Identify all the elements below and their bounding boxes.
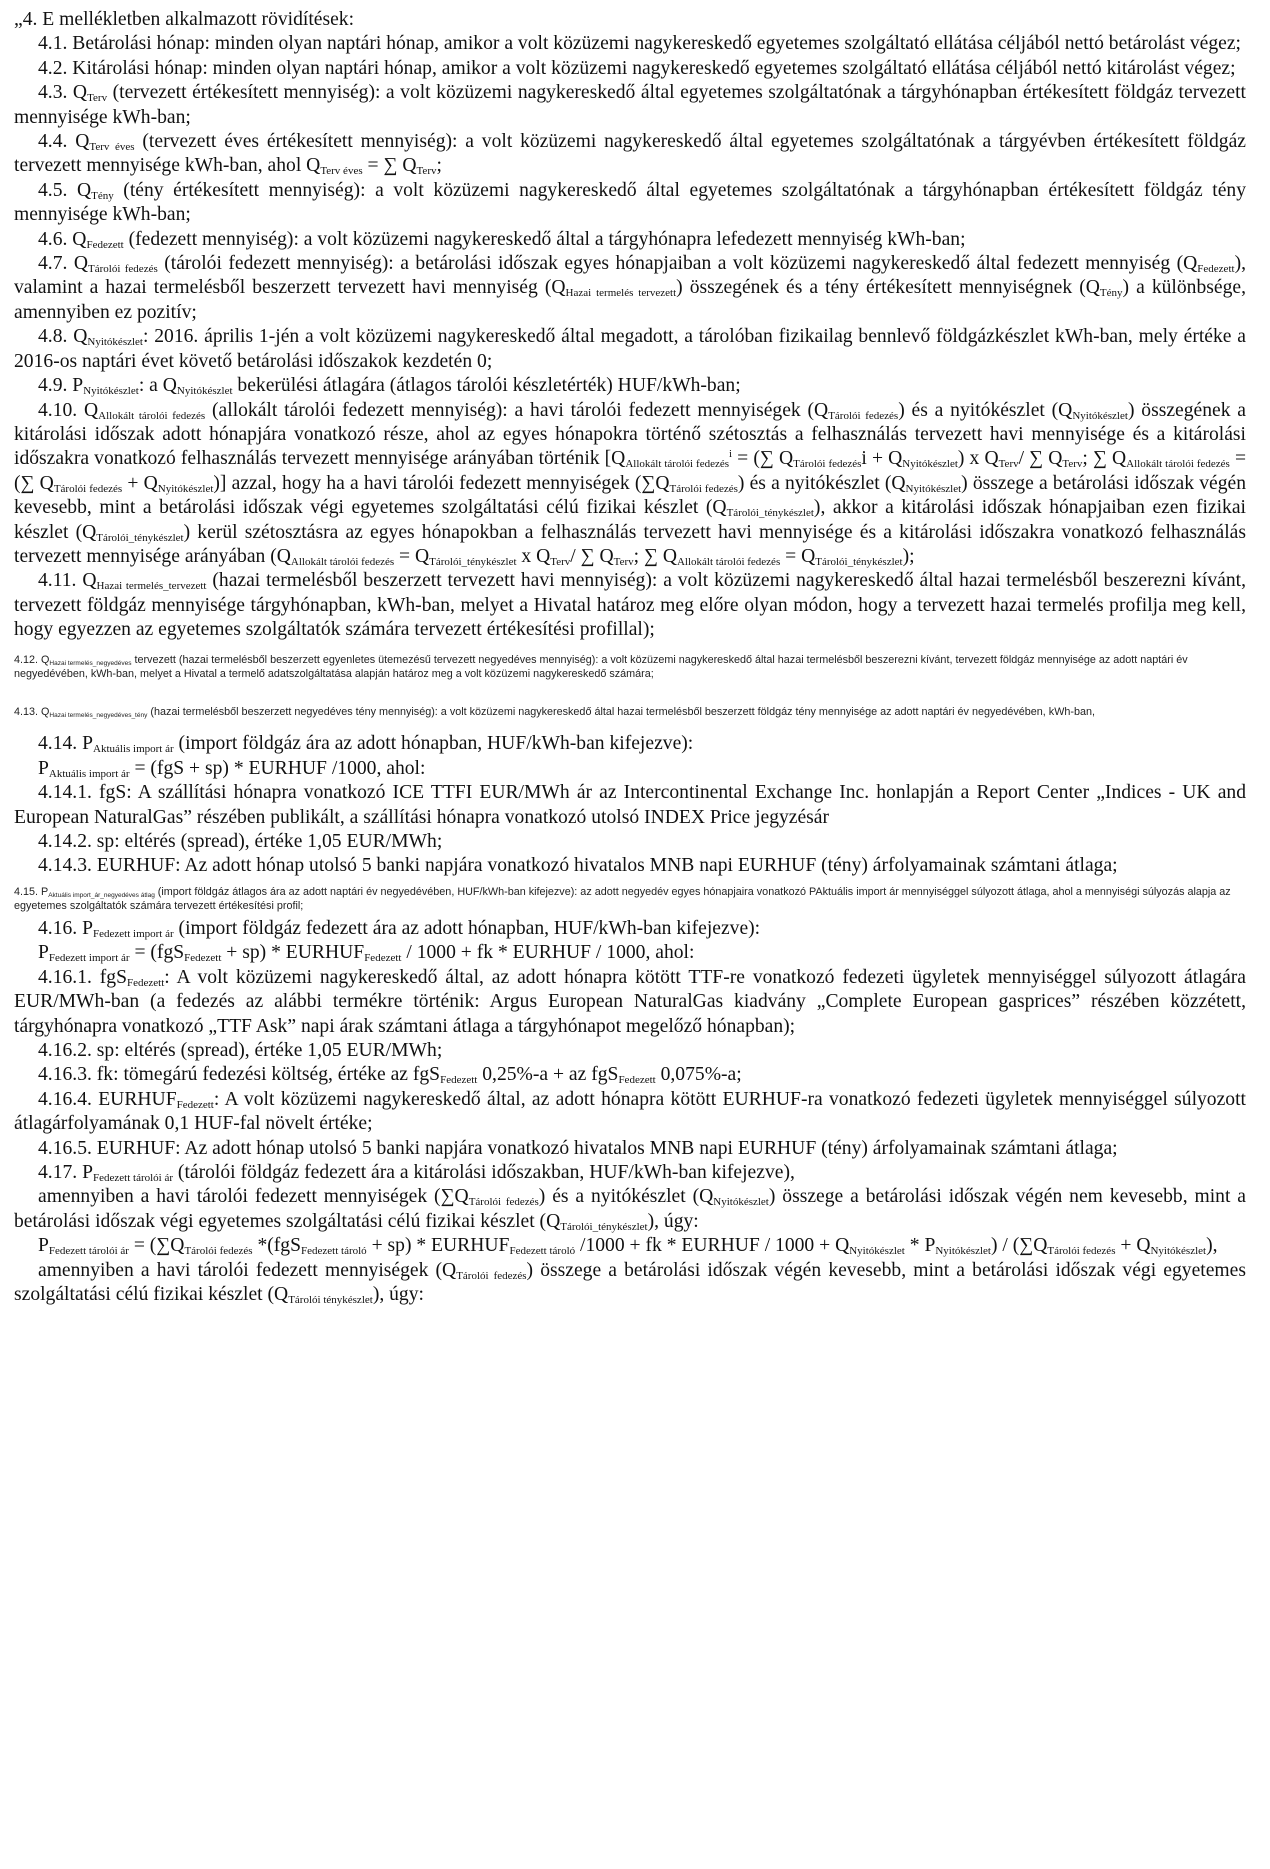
item-4-12: 4.12. $Q_{Hazai termelés\_negyedéves}$ tervezett (hazai termelésből beszerzett egyenletes ütemezésű tervezett negyedéves mennyiség): a volt közüzemi nagykereskedő által hazai termelésből beszerezni kívánt, tervezett földgáz mennyisége az adott naptári év negyedévében, kWh-ban, melyet a Hivatal a termelő adatszolgáltatása alapján határoz meg a volt közüzemi nagykereskedő számára; <box>14 653 1188 681</box>
item-4-17-condition-a: amennyiben a havi tárolói fedezett mennyiségek $(\sum Q_{Tárolói fedezés})$ és a nyitókészlet $(Q_{Nyitókészlet})$ összege a betárolási időszak végén nem kevesebb, mint a betárolási időszak végi egyetemes szolgáltatási célú fizikai készlet $(Q_{Tárolói\_ténykészlet})$, úgy: <box>14 1186 1246 1233</box>
document-page <box>14 8 1246 1307</box>
item-4-7: 4.7. $Q_{Tárolói fedezés}$ (tárolói fedezett mennyiség): a betárolási időszak egyes hónapjaiban a volt közüzemi nagykereskedő által fedezett mennyiség $(Q_{Fedezett})$, valamint a hazai termelésből beszerzett tervezett havi mennyiség $(Q_{Hazai termelés tervezett})$ összegének és a tény értékesített mennyiségnek $(Q_{Tény})$ a különbsége, amennyiben ez pozitív; <box>14 253 1246 323</box>
formula-4-14: $P_{Aktuális import ár} = (fgS + sp)$ * EURHUF /1000, ahol: <box>38 757 426 780</box>
item-4-16-4: 4.16.4. $EURHUF_{Fedezett}$: A volt közüzemi nagykereskedő által, az adott hónapra kötött EURHUF-ra vonatkozó fedezeti ügyletek mennyiséggel súlyozott átlagárfolyamának 0,1 HUF-fal növelt értéke; <box>14 1088 1246 1135</box>
item-4-10: 4.10. $Q_{Allokált tárolói fedezés}$ (allokált tárolói fedezett mennyiség): a havi tárolói fedezett mennyiségek $(Q_{Tárolói fedezés})$ és a nyitókészlet $(Q_{Nyitókészlet})$ összegének a kitárolási időszak adott hónapjára vonatkozó része, ahol az egyes hónapokra történő szétosztás a felhasználás tervezett havi mennyisége és a kitárolási időszakra vonatkozó felhasználás tervezett mennyisége arányában történik [$Q_{Allokált tárolói fedezés}^i$ = (∑ $Q_{Tárolói fedezés}i + Q_{Nyitókészlet}$) x $Q_{Terv}/$ ∑ $Q_{Terv}$; ∑ $Q_{Allokált tárolói fedezés}$ = (∑ $Q_{Tárolói fedezés} + Q_{Nyitókészlet}$)] azzal, hogy ha a havi tárolói fedezett mennyiségek $(\sum Q_{Tárolói fedezés})$ és a nyitókészlet $(Q_{Nyitókészlet})$ összege a betárolási időszak végén kevesebb, mint a betárolási időszak végi egyetemes szolgáltatási célú fizikai készlet $(Q_{Tárolói\_ténykészlet})$, akkor a kitárolási időszak hónapjaiban ezen fizikai készlet $(Q_{Tárolói\_ténykészlet})$ kerül szétosztásra az egyes hónapokban a felhasználás tervezett havi mennyisége és a kitárolási időszakra vonatkozó felhasználás tervezett mennyisége arányában ($Q_{Allokált tárolói fedezés} = Q_{Tárolói\_ténykészlet}$ x $Q_{Terv}/$ ∑ $Q_{Terv}$; ∑ $Q_{Allokált tárolói fedezés} = Q_{Tárolói\_ténykészlet}$); <box>14 399 1247 568</box>
item-4-16-5: 4.16.5. EURHUF: Az adott hónap utolsó 5 banki napjára vonatkozó hivatalos MNB napi EURHUF (tény) árfolyamainak számtani átlaga; <box>38 1137 1118 1159</box>
item-4-6: 4.6. $Q_{Fedezett}$ (fedezett mennyiség): a volt közüzemi nagykereskedő által a tárgyhónapra lefedezett mennyiség kWh-ban; <box>38 228 966 251</box>
item-4-1: 4.1. Betárolási hónap: minden olyan naptári hónap, amikor a volt közüzemi nagykereskedő egyetemes szolgáltató ellátása céljából nettó betárolást végez; <box>38 33 1241 55</box>
item-4-14-2: 4.14.2. sp: eltérés (spread), értéke 1,05 EUR/MWh; <box>38 830 443 852</box>
item-4-16-2: 4.16.2. sp: eltérés (spread), értéke 1,05 EUR/MWh; <box>38 1040 443 1061</box>
item-4-17-condition-b: amennyiben a havi tárolói fedezett mennyiségek $(Q_{Tárolói fedezés})$ összege a betárolási időszak végén kevesebb, mint a betárolási időszak végi egyetemes szolgáltatási célú fizikai készlet $(Q_{Tárolói ténykészlet})$, úgy: <box>14 1259 1246 1307</box>
item-4-16-3: 4.16.3. fk: tömegárú fedezési költség, értéke az fgS$_{Fedezett}$ 0,25%-a + az fgS$_{Fedezett}$ 0,075%-a; <box>38 1064 742 1087</box>
item-4-3: 4.3. $Q_{Terv}$ (tervezett értékesített mennyiség): a volt közüzemi nagykereskedő által egyetemes szolgáltatónak a tárgyhónapban értékesített földgáz tervezett mennyisége kWh-ban; <box>14 82 1246 128</box>
formula-4-17: $P_{Fedezett tárolói ár} = (\sum Q_{Tárolói fedezés}$ $*(fgS_{Fedezett tároló} + sp) * EURHUF_{Fedezett tároló}$ /1000 + fk * EURHUF / $1000 + Q_{Nyitókészlet} * P_{Nyitókészlet}) / (\sum Q_{Tárolói fedezés} + Q_{Nyitókészlet})$, <box>38 1235 1218 1258</box>
item-4-14-1: 4.14.1. fgS: A szállítási hónapra vonatkozó ICE TTFI EUR/MWh ár az Intercontinental Exchange Inc. honlapján a Report Center „Indices - UK and European NaturalGas” részében publikált, a szállítási hónapra vonatkozó utolsó INDEX Price jegyzésár <box>14 782 1246 828</box>
item-4-16-1: 4.16.1. fgS$_{Fedezett}$: A volt közüzemi nagykereskedő által, az adott hónapra kötött TTF-re vonatkozó fedezeti ügyletek mennyiséggel súlyozott átlagára EUR/MWh-ban (a fedezés az alábbi termékre történik: Argus European NaturalGas kiadvány „Complete European gasprices” részében közzétett, tárgyhónapra vonatkozó „TTF Ask” napi árak számtani átlaga a tárgyhónapot megelőző hónapban); <box>14 966 1246 1037</box>
spacer <box>14 719 1246 732</box>
formula-4-16: $P_{Fedezett import ár} = (fgS_{Fedezett} + sp)$ * $EURHUF_{Fedezett} / 1000$ + fk * EURHUF / 1000, ahol: <box>38 942 695 965</box>
item-4-16: 4.16. $P_{Fedezett import ár}$ (import földgáz fedezett ára az adott hónapban, HUF/kWh-ban kifejezve): <box>38 917 761 940</box>
item-4-5: 4.5. $Q_{Tény}$ (tény értékesített mennyiség): a volt közüzemi nagykereskedő által egyetemes szolgáltatónak a tárgyhónapban értékesített földgáz tény mennyisége kWh-ban; <box>14 179 1246 226</box>
item-4-2: 4.2. Kitárolási hónap: minden olyan naptári hónap, amikor a volt közüzemi nagykereskedő egyetemes szolgáltató ellátása céljából nettó kitárolást végez; <box>38 57 1236 79</box>
section-heading: „4. E mellékletben alkalmazott rövidítések: <box>14 9 355 30</box>
item-4-14-3: 4.14.3. EURHUF: Az adott hónap utolsó 5 banki napjára vonatkozó hivatalos MNB napi EURHUF (tény) árfolyamainak számtani átlaga; <box>38 855 1118 877</box>
item-4-9: 4.9. $P_{Nyitókészlet}$: a $Q_{Nyitókészlet}$ bekerülési átlagára (átlagos tárolói készletérték) HUF/kWh-ban; <box>38 375 741 398</box>
item-4-8: 4.8. $Q_{Nyitókészlet}$: 2016. április 1-jén a volt közüzemi nagykereskedő által megadott, a tárolóban fizikailag bennlevő földgázkészlet kWh-ban, mely értéke a 2016-os naptári évet követő betárolási időszakok kezdetén 0; <box>14 326 1246 372</box>
item-4-17: 4.17. $P_{Fedezett tárolói ár}$ (tárolói földgáz fedezett ára a kitárolási időszakban, HUF/kWh-ban kifejezve), <box>38 1162 795 1185</box>
item-4-14: 4.14. $P_{Aktuális import ár}$ (import földgáz ára az adott hónapban, HUF/kWh-ban kifejezve): <box>38 733 694 756</box>
item-4-11: 4.11. $Q_{Hazai termelés\_tervezett}$ (hazai termelésből beszerzett tervezett havi mennyiség): a volt közüzemi nagykereskedő által hazai termelésből beszerezni kívánt, tervezett földgáz mennyisége tárgyhónapban, kWh-ban, melyet a Hivatal határoz meg előre olyan módon, hogy a tervezett hazai termelés profilja meg kell, hogy egyezzen az egyetemes szolgáltatók számára tervezett értékesítési profillal); <box>14 570 1246 641</box>
item-4-4: 4.4. $Q_{Terv éves}$ (tervezett éves értékesített mennyiség): a volt közüzemi nagykereskedő által egyetemes szolgáltatónak a tárgyévben értékesített földgáz tervezett mennyisége kWh-ban, ahol $Q_{Terv éves}$ = ∑ $Q_{Terv}$; <box>14 131 1246 178</box>
item-4-13: 4.13. $Q_{Hazai termelés\_negyedéves\_tény}$ (hazai termelésből beszerzett negyedéves tény mennyiség): a volt közüzemi nagykereskedő által hazai termelésből beszerzett földgáz tény mennyisége az adott naptári év negyedévében, kWh-ban, <box>14 705 1095 719</box>
item-4-15: 4.15. $P_{Aktuális import\_ár\_negyedéves átlag}$ (import földgáz átlagos ára az adott naptári év negyedévében, HUF/kWh-ban kifejezve): az adott negyedév egyes hónapjaira vonatkozó PAktuális import ár mennyiséggel súlyozott átlaga, ahol a mennyiségi súlyozás alapja az egyetemes szolgáltatók számára tervezett értékesítési profil; <box>14 885 1231 913</box>
